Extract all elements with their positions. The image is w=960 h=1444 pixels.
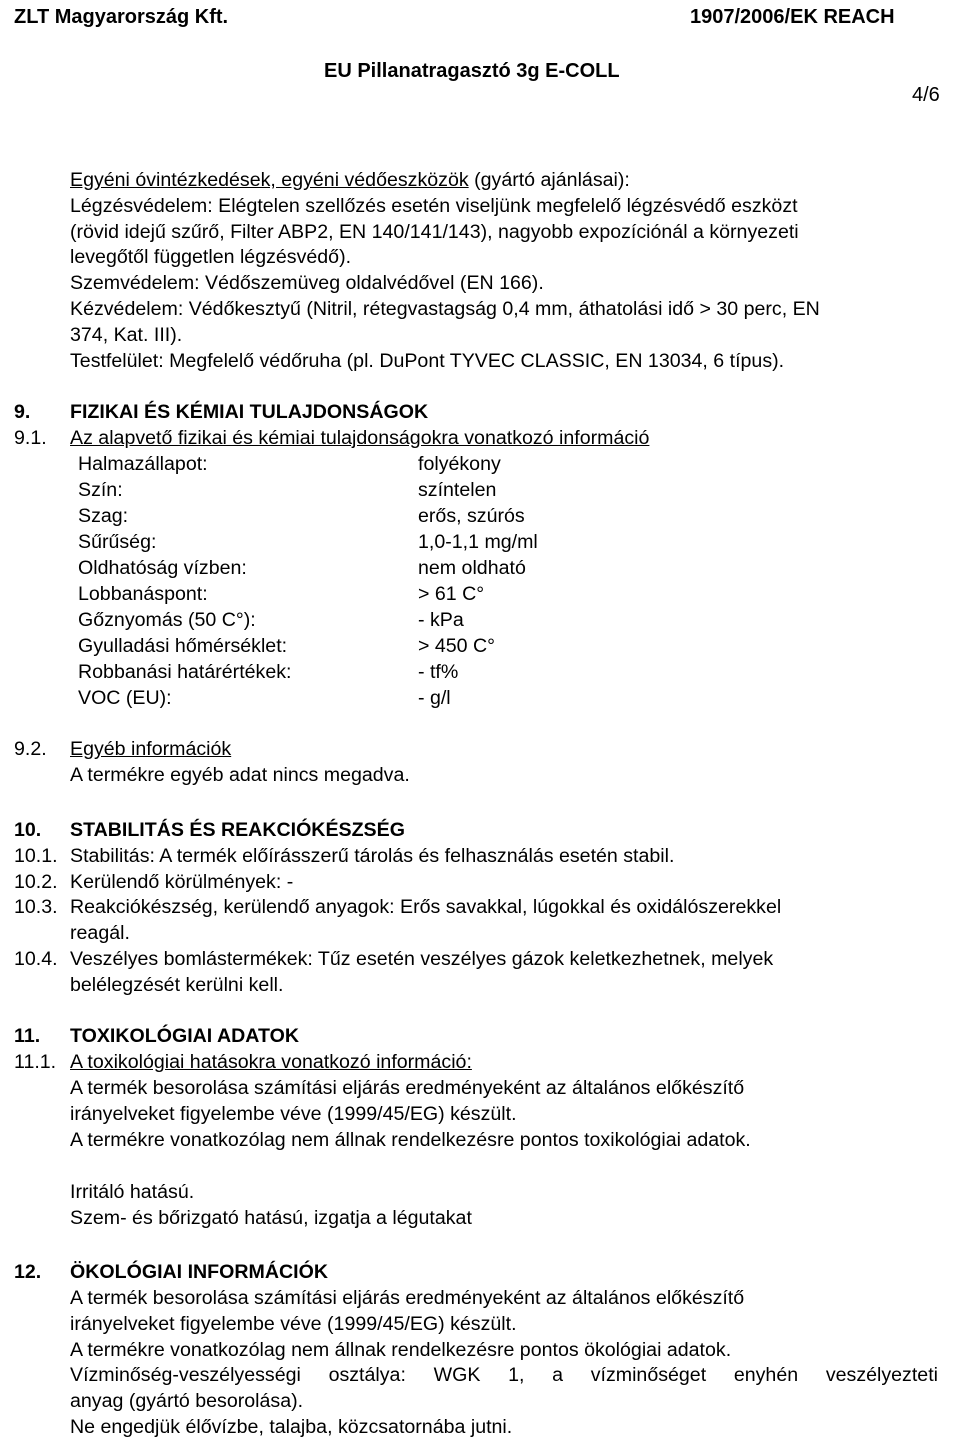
- property-label: Gőznyomás (50 C°):: [78, 609, 256, 631]
- section-10-title: STABILITÁS ÉS REAKCIÓKÉSZSÉG: [70, 819, 405, 841]
- property-label: Gyulladási hőmérséklet:: [78, 635, 288, 657]
- ppe-heading-title: Egyéni óvintézkedések, egyéni védőeszközök: [70, 169, 469, 191]
- section-10-2-text: Kerülendő körülmények: -: [70, 871, 294, 893]
- property-label: Sűrűség:: [78, 531, 157, 553]
- header-banner: [0, 0, 960, 84]
- section-11-line: irányelveket figyelembe véve (1999/45/EG) készült.: [70, 1103, 517, 1125]
- ppe-line: Légzésvédelem: Elégtelen szellőzés esetén viseljünk megfelelő légzésvédő eszközt: [70, 195, 798, 217]
- property-label: Halmazállapot:: [78, 453, 208, 475]
- ppe-line: levegőtől független légzésvédő).: [70, 246, 352, 268]
- property-value: színtelen: [418, 479, 497, 501]
- property-label: Robbanási határértékek:: [78, 661, 292, 683]
- regulation-label: 1907/2006/EK REACH: [690, 6, 895, 28]
- section-10-number: 10.: [14, 819, 42, 841]
- property-value: nem oldható: [418, 557, 526, 579]
- section-10-4-number: 10.4.: [14, 948, 58, 970]
- property-value: - kPa: [418, 609, 464, 631]
- section-12-line: anyag (gyártó besorolása).: [70, 1390, 304, 1412]
- property-value: > 450 C°: [418, 635, 496, 657]
- section-12-number: 12.: [14, 1261, 42, 1283]
- section-11-number: 11.: [14, 1025, 41, 1047]
- section-9-number: 9.: [14, 401, 31, 423]
- property-value: - tf%: [418, 661, 459, 683]
- property-label: Szag:: [78, 505, 129, 527]
- section-12-line: Ne engedjük élővízbe, talajba, közcsatornába jutni.: [70, 1416, 513, 1438]
- property-value: folyékony: [418, 453, 501, 475]
- section-10-1-number: 10.1.: [14, 845, 58, 867]
- ppe-heading-suffix: (gyártó ajánlásai):: [468, 169, 630, 191]
- ppe-line: (rövid idejű szűrő, Filter ABP2, EN 140/141/143), nagyobb expozíciónál a környezeti: [70, 221, 799, 243]
- property-label: VOC (EU):: [78, 687, 172, 709]
- property-value: 1,0-1,1 mg/ml: [418, 531, 538, 553]
- property-value: erős, szúrós: [418, 505, 525, 527]
- section-10-1-text: Stabilitás: A termék előírásszerű tárolás és felhasználás esetén stabil.: [70, 845, 675, 867]
- property-label: Szín:: [78, 479, 123, 501]
- ppe-line: Testfelület: Megfelelő védőruha (pl. DuPont TYVEC CLASSIC, EN 13034, 6 típus).: [70, 350, 785, 372]
- section-9-2-title: Egyéb információk: [70, 738, 232, 760]
- section-11-title: TOXIKOLÓGIAI ADATOK: [70, 1025, 299, 1047]
- section-9-1-title: Az alapvető fizikai és kémiai tulajdonságokra vonatkozó információ: [70, 427, 650, 449]
- section-10-3-text: reagál.: [70, 922, 130, 944]
- section-10-2-number: 10.2.: [14, 871, 58, 893]
- section-11-line: Irritáló hatású.: [70, 1181, 195, 1203]
- ppe-line: Szemvédelem: Védőszemüveg oldalvédővel (EN 166).: [70, 272, 544, 294]
- section-10-4-text: Veszélyes bomlástermékek: Tűz esetén veszélyes gázok keletkezhetnek, melyek: [70, 948, 774, 970]
- section-12-line: A termék besorolása számítási eljárás eredményeként az általános előkészítő: [70, 1287, 745, 1309]
- section-9-2-number: 9.2.: [14, 738, 47, 760]
- section-12-line: Vízminőség-veszélyességi osztálya: WGK 1, a vízminőséget enyhén veszélyezteti: [70, 1364, 938, 1386]
- property-value: > 61 C°: [418, 583, 485, 605]
- section-11-1-number: 11.1.: [14, 1051, 57, 1073]
- section-10-4-text: belélegzését kerülni kell.: [70, 974, 284, 996]
- section-11-line: Szem- és bőrizgató hatású, izgatja a légutakat: [70, 1207, 472, 1229]
- ppe-line: 374, Kat. III).: [70, 324, 183, 346]
- section-12-title: ÖKOLÓGIAI INFORMÁCIÓK: [70, 1261, 328, 1283]
- ppe-line: Kézvédelem: Védőkesztyű (Nitril, rétegvastagság 0,4 mm, áthatolási idő > 30 perc, EN: [70, 298, 820, 320]
- section-10-3-text: Reakciókészség, kerülendő anyagok: Erős savakkal, lúgokkal és oxidálószerekkel: [70, 896, 782, 918]
- page-number: 4/6: [912, 84, 940, 106]
- section-9-1-number: 9.1.: [14, 427, 47, 449]
- section-12-line: A termékre vonatkozólag nem állnak rendelkezésre pontos ökológiai adatok.: [70, 1339, 732, 1361]
- company-name: ZLT Magyarország Kft.: [14, 6, 229, 28]
- property-label: Lobbanáspont:: [78, 583, 208, 605]
- section-9-2-text: A termékre egyéb adat nincs megadva.: [70, 764, 410, 786]
- section-11-1-title: A toxikológiai hatásokra vonatkozó információ:: [70, 1051, 472, 1073]
- ppe-heading: [70, 167, 630, 193]
- section-10-3-number: 10.3.: [14, 896, 58, 918]
- section-12-line: irányelveket figyelembe véve (1999/45/EG) készült.: [70, 1313, 517, 1335]
- product-name: EU Pillanatragasztó 3g E-COLL: [324, 60, 620, 82]
- property-value: - g/l: [418, 687, 451, 709]
- section-11-line: A termékre vonatkozólag nem állnak rendelkezésre pontos toxikológiai adatok.: [70, 1129, 751, 1151]
- property-label: Oldhatóság vízben:: [78, 557, 247, 579]
- section-11-line: A termék besorolása számítási eljárás eredményeként az általános előkészítő: [70, 1077, 745, 1099]
- section-9-title: FIZIKAI ÉS KÉMIAI TULAJDONSÁGOK: [70, 401, 429, 423]
